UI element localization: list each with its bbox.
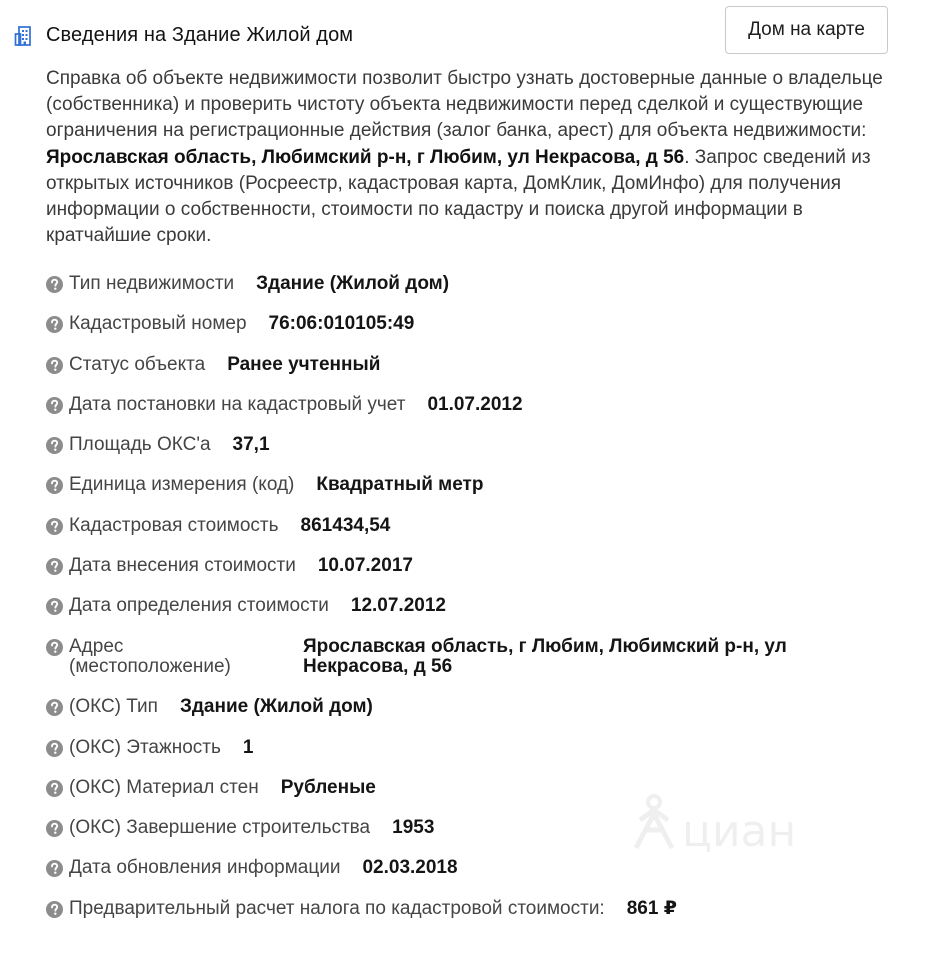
help-icon[interactable] [46, 477, 63, 494]
watermark-text: циан [682, 806, 797, 857]
help-icon[interactable] [46, 699, 63, 716]
property-value: Ранее учтенный [227, 353, 381, 375]
help-icon[interactable] [46, 780, 63, 797]
property-row [46, 899, 906, 939]
help-icon[interactable] [46, 860, 63, 877]
page-title: Сведения на Здание Жилой дом [46, 24, 354, 46]
property-row [46, 355, 906, 395]
property-label: Дата обновления информации [69, 857, 341, 879]
property-label: Дата определения стоимости [69, 595, 329, 617]
property-label: Предварительный расчет налога по кадастровой стоимости: [69, 897, 605, 919]
cian-watermark [626, 790, 826, 865]
property-value: Рубленые [280, 776, 376, 798]
property-label: Кадастровая стоимость [69, 514, 279, 536]
help-icon[interactable] [46, 598, 63, 615]
property-value: Ярославская область, г Любим, Любимский р-н, ул Некрасова, д 56 [303, 635, 787, 677]
property-label: Тип недвижимости [69, 273, 235, 294]
property-value: 1953 [392, 817, 435, 839]
property-row [46, 637, 906, 698]
help-icon[interactable] [46, 518, 63, 535]
description-intro: Справка об объекте недвижимости позволит быстро узнать достоверные данные о владельце (собственника) и проверить чистоту объекта недвижимости перед сделкой и существующие ограничения на регистрационные действия (залог банка, арест) для объекта недвижимости: [46, 68, 883, 142]
property-label: (ОКС) Материал стен [69, 776, 259, 798]
property-value: 10.07.2017 [317, 555, 413, 577]
property-label: (ОКС) Этажность [69, 736, 221, 758]
house-on-map-button[interactable]: Дом на карте [725, 6, 888, 54]
help-icon[interactable] [46, 397, 63, 414]
description-outro: . Запрос сведений из открытых источников (Росреестр, кадастровая карта, ДомКлик, ДомИнфо) для получения информации о собственности, стоимости по кадастру и поиска другой информации в кратчайшие сроки. [46, 146, 871, 247]
property-row [46, 738, 906, 778]
description [46, 66, 896, 249]
property-value: Здание (Жилой дом) [256, 273, 450, 294]
property-label: (ОКС) Завершение строительства [69, 817, 371, 839]
property-label: Адрес (местоположение) [69, 635, 231, 677]
property-label: Единица измерения (код) [69, 474, 295, 496]
property-label: Площадь ОКС'a [69, 434, 211, 456]
help-icon[interactable] [46, 639, 63, 656]
property-value: 1 [242, 736, 254, 758]
help-icon[interactable] [46, 357, 63, 374]
description-address: Ярославская область, Любимский р-н, г Любим, ул Некрасова, д 56 [46, 146, 685, 168]
property-row [46, 596, 906, 636]
help-icon[interactable] [46, 558, 63, 575]
help-icon[interactable] [46, 901, 63, 918]
help-icon[interactable] [46, 316, 63, 333]
building-icon [14, 25, 36, 47]
property-value: 12.07.2012 [350, 595, 446, 617]
property-value: 76:06:010105:49 [268, 313, 415, 335]
property-row [46, 475, 906, 515]
property-row [46, 516, 906, 556]
section-header [14, 24, 353, 47]
property-label: (ОКС) Тип [69, 696, 158, 718]
property-value: 861 ₽ [626, 897, 677, 919]
property-value: 02.03.2018 [362, 857, 458, 879]
property-label: Дата внесения стоимости [69, 555, 296, 577]
property-row [46, 314, 906, 354]
property-row [46, 435, 906, 475]
help-icon[interactable] [46, 740, 63, 757]
property-label: Кадастровый номер [69, 313, 247, 335]
property-value: Квадратный метр [316, 474, 484, 496]
property-value: 861434,54 [300, 514, 391, 536]
property-value: 01.07.2012 [427, 393, 523, 415]
property-value: 37,1 [232, 434, 270, 456]
help-icon[interactable] [46, 820, 63, 837]
property-label: Статус объекта [69, 353, 206, 375]
property-label: Дата постановки на кадастровый учет [69, 393, 406, 415]
property-row [46, 556, 906, 596]
help-icon[interactable] [46, 437, 63, 454]
property-row [46, 395, 906, 435]
property-value: Здание (Жилой дом) [179, 696, 373, 718]
property-row [46, 274, 906, 314]
help-icon[interactable] [46, 276, 63, 293]
property-row [46, 697, 906, 737]
